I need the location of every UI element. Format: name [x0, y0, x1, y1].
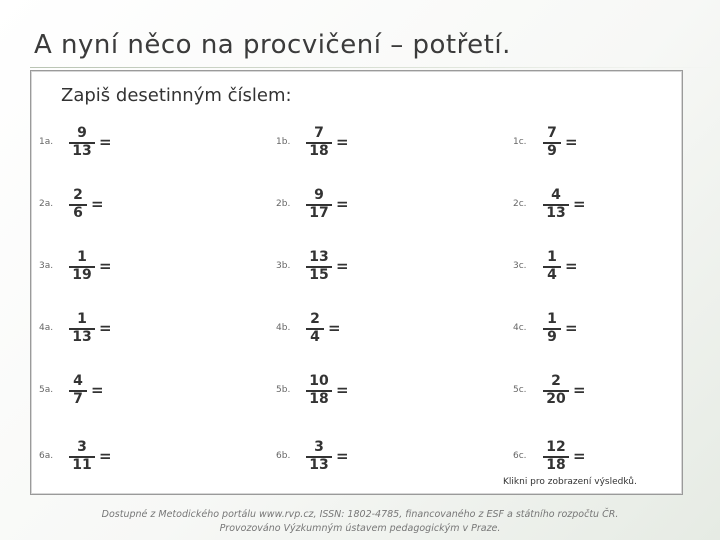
- fraction: [541, 371, 571, 411]
- exercise-4b: [276, 309, 426, 349]
- equals-sign: =: [573, 381, 586, 399]
- fraction-denominator: 20: [546, 391, 566, 407]
- equals-sign: =: [99, 257, 112, 275]
- exercise-2c: [513, 185, 663, 225]
- equals-sign: =: [91, 195, 104, 213]
- fraction-numerator: 1: [77, 311, 87, 327]
- fraction-denominator: 18: [309, 143, 329, 159]
- fraction-denominator: 9: [547, 143, 557, 159]
- exercise-label: 5a.: [39, 385, 54, 395]
- fraction-numerator: 4: [73, 373, 83, 389]
- equals-sign: =: [565, 133, 578, 151]
- fraction: [67, 437, 97, 477]
- fraction-denominator: 7: [73, 391, 83, 407]
- exercise-4c: [513, 309, 663, 349]
- exercise-label: 5b.: [276, 385, 291, 395]
- exercise-label: 4c.: [513, 323, 527, 333]
- equals-sign: =: [573, 447, 586, 465]
- title-divider: [30, 67, 720, 68]
- exercise-label: 4b.: [276, 323, 291, 333]
- fraction-numerator: 3: [77, 439, 87, 455]
- fraction-denominator: 13: [72, 329, 92, 345]
- fraction-numerator: 10: [309, 373, 329, 389]
- exercise-label: 2c.: [513, 199, 527, 209]
- fraction-numerator: 9: [314, 187, 324, 203]
- footer-line-2: Provozováno Výzkumným ústavem pedagogickým v Praze.: [219, 523, 501, 534]
- exercise-1c: [513, 123, 663, 163]
- fraction-denominator: 18: [546, 457, 566, 473]
- footer: [0, 508, 720, 536]
- exercise-label: 5c.: [513, 385, 527, 395]
- fraction-denominator: 4: [310, 329, 320, 345]
- fraction-numerator: 7: [314, 125, 324, 141]
- fraction: [67, 185, 89, 225]
- exercise-label: 2b.: [276, 199, 291, 209]
- exercise-6c: [513, 437, 663, 477]
- exercise-5a: [39, 371, 189, 411]
- exercise-label: 3b.: [276, 261, 291, 271]
- exercise-label: 1b.: [276, 137, 291, 147]
- fraction-denominator: 18: [309, 391, 329, 407]
- fraction-denominator: 13: [309, 457, 329, 473]
- fraction: [541, 185, 571, 225]
- show-results-link[interactable]: Klikni pro zobrazení výsledků.: [503, 477, 637, 487]
- fraction-numerator: 13: [309, 249, 329, 265]
- exercise-1a: [39, 123, 189, 163]
- fraction: [541, 309, 563, 349]
- fraction-numerator: 3: [314, 439, 324, 455]
- equals-sign: =: [573, 195, 586, 213]
- fraction-numerator: 2: [73, 187, 83, 203]
- fraction-numerator: 9: [77, 125, 87, 141]
- exercise-label: 1c.: [513, 137, 527, 147]
- fraction-numerator: 4: [551, 187, 561, 203]
- fraction-numerator: 1: [77, 249, 87, 265]
- exercise-label: 6b.: [276, 451, 291, 461]
- equals-sign: =: [565, 257, 578, 275]
- equals-sign: =: [336, 381, 349, 399]
- fraction: [304, 437, 334, 477]
- exercise-panel[interactable]: [30, 70, 683, 495]
- fraction-denominator: 11: [72, 457, 92, 473]
- fraction-denominator: 13: [72, 143, 92, 159]
- fraction-numerator: 2: [310, 311, 320, 327]
- equals-sign: =: [91, 381, 104, 399]
- fraction: [541, 247, 563, 287]
- fraction-denominator: 15: [309, 267, 329, 283]
- fraction-numerator: 12: [546, 439, 566, 455]
- fraction: [67, 309, 97, 349]
- fraction: [304, 309, 326, 349]
- slide-title: A nyní něco na procvičení – potřetí.: [34, 30, 511, 60]
- exercise-1b: [276, 123, 426, 163]
- equals-sign: =: [99, 447, 112, 465]
- equals-sign: =: [336, 257, 349, 275]
- fraction: [67, 247, 97, 287]
- fraction: [67, 371, 89, 411]
- fraction: [304, 123, 334, 163]
- instruction-text: Zapiš desetinným číslem:: [61, 85, 292, 106]
- equals-sign: =: [336, 133, 349, 151]
- exercise-5b: [276, 371, 426, 411]
- exercise-2a: [39, 185, 189, 225]
- equals-sign: =: [328, 319, 341, 337]
- exercise-label: 6c.: [513, 451, 527, 461]
- exercise-3c: [513, 247, 663, 287]
- exercise-label: 3c.: [513, 261, 527, 271]
- exercise-4a: [39, 309, 189, 349]
- equals-sign: =: [336, 447, 349, 465]
- fraction-denominator: 9: [547, 329, 557, 345]
- exercise-label: 6a.: [39, 451, 54, 461]
- fraction: [304, 185, 334, 225]
- fraction-denominator: 4: [547, 267, 557, 283]
- equals-sign: =: [336, 195, 349, 213]
- fraction: [304, 247, 334, 287]
- fraction-denominator: 6: [73, 205, 83, 221]
- fraction-denominator: 17: [309, 205, 329, 221]
- exercise-5c: [513, 371, 663, 411]
- fraction-numerator: 2: [551, 373, 561, 389]
- fraction: [67, 123, 97, 163]
- fraction-numerator: 1: [547, 249, 557, 265]
- fraction-denominator: 13: [546, 205, 566, 221]
- exercise-label: 2a.: [39, 199, 54, 209]
- exercise-2b: [276, 185, 426, 225]
- exercise-label: 4a.: [39, 323, 54, 333]
- exercise-label: 1a.: [39, 137, 54, 147]
- footer-line-1: Dostupné z Metodického portálu www.rvp.cz, ISSN: 1802-4785, financovaného z ESF a státního rozpočtu ČR.: [101, 509, 619, 520]
- fraction-denominator: 19: [72, 267, 92, 283]
- exercise-3b: [276, 247, 426, 287]
- exercise-label: 3a.: [39, 261, 54, 271]
- exercise-3a: [39, 247, 189, 287]
- fraction-numerator: 7: [547, 125, 557, 141]
- equals-sign: =: [99, 319, 112, 337]
- fraction: [541, 437, 571, 477]
- fraction: [304, 371, 334, 411]
- equals-sign: =: [99, 133, 112, 151]
- fraction: [541, 123, 563, 163]
- equals-sign: =: [565, 319, 578, 337]
- fraction-numerator: 1: [547, 311, 557, 327]
- exercise-6a: [39, 437, 189, 477]
- exercise-6b: [276, 437, 426, 477]
